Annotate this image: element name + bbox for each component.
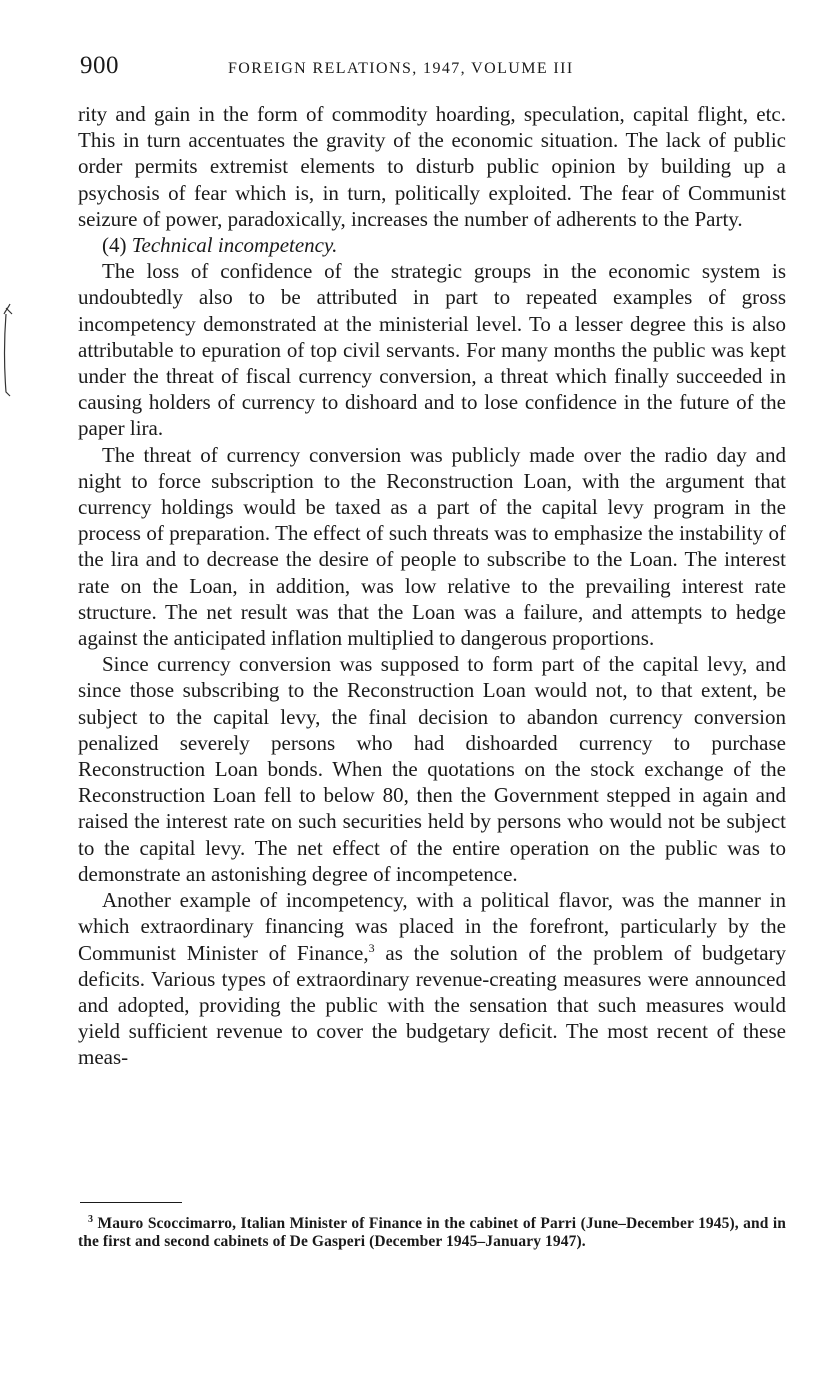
footnote-text: Mauro Scoccimarro, Italian Minister of Finance in the cabinet of Parri (June–December 1945), and in the first and second cabinets of De Gasperi (December 1945–January 1947). (78, 1215, 786, 1250)
footnote (78, 1215, 786, 1250)
paragraph-currency-conversion-threat: The threat of currency conversion was publicly made over the radio day and night to force subscription to the Reconstruction Loan, with the argument that currency holdings would be taxed as a part of the capital levy program in the process of preparation. The effect of such threats was to emphasize the instability of the lira and to decrease the desire of people to subscribe to the Loan. The interest rate on the Loan, in addition, was low relative to the prevailing interest rate structure. The net result was that the Loan was a failure, and attempts to hedge against the anticipated inflation multiplied to dangerous proportions. (78, 442, 786, 651)
running-head: FOREIGN RELATIONS, 1947, VOLUME III (228, 60, 574, 77)
paragraph-text-after-ref: as the solution of the problem of budgetary deficits. Various types of extraordinary revenue-creating measures were announced and adopted, providing the public with the sensation that such measures would yield sufficient revenue to cover the budgetary deficit. The most recent of these meas- (78, 940, 787, 1070)
page-number: 900 (80, 52, 119, 79)
section-title: Technical incompetency. (131, 233, 338, 258)
body-text (78, 101, 786, 1071)
page-header (80, 52, 786, 82)
paragraph-capital-levy: Since currency conversion was supposed to form part of the capital levy, and since those subscribing to the Reconstruction Loan would not, to that extent, be subject to the capital levy, the final decision to abandon currency conversion penalized severely persons who had dishoarded currency to purchase Reconstruction Loan bonds. When the quotations on the stock exchange of the Reconstruction Loan fell to below 80, then the Government stepped in again and raised the interest rate on such securities held by persons who would not be subject to the capital levy. The net effect of the entire operation on the public was to demonstrate an astonishing degree of incompetence. (78, 652, 786, 886)
paragraph-text-before-ref: Another example of incompetency, with a political flavor, was the manner in which extraordinary financing was placed in the forefront, particularly by the Communist Minister of Finance, (78, 888, 786, 965)
section-number: (4) (102, 233, 127, 258)
footnote-mark: 3 (88, 1213, 94, 1225)
paragraph-loss-of-confidence: The loss of confidence of the strategic groups in the economic system is undoubtedly also to be attributed in part to repeated examples of gross incompetency demonstrated at the ministerial level. To a lesser degree this is also attributable to epuration of top civil servants. For many months the public was kept under the threat of fiscal currency conversion, a threat which finally succeeded in causing holders of currency to dishoard and to lose confidence in the future of the paper lira. (78, 259, 786, 441)
section-heading (78, 232, 786, 258)
paragraph-extraordinary-financing (78, 887, 786, 1070)
footnote-reference: 3 (368, 940, 375, 955)
footnote-rule (80, 1202, 182, 1203)
handwritten-margin-bracket (0, 300, 30, 400)
paragraph-continuation: rity and gain in the form of commodity hoarding, speculation, capital flight, etc. This in turn accentuates the gravity of the economic situation. The lack of public order permits extremist elements to disturb public opinion by building up a psychosis of fear which is, in turn, politically exploited. The fear of Communist seizure of power, paradoxically, increases the number of adherents to the Party. (78, 102, 786, 231)
